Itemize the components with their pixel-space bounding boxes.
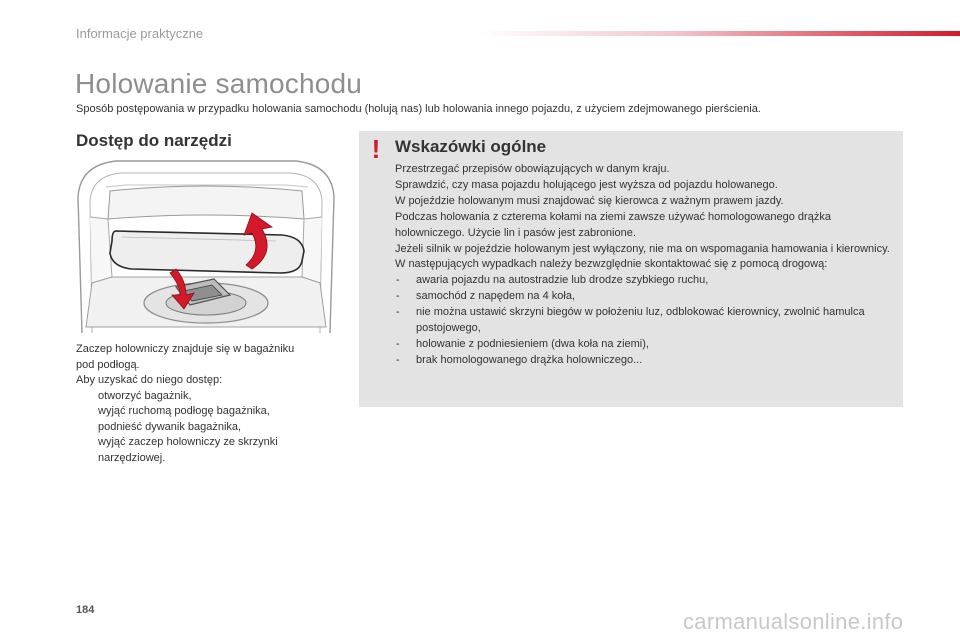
access-heading: Dostęp do narzędzi — [76, 131, 232, 150]
warning-body — [395, 162, 890, 369]
access-step: wyjąć ruchomą podłogę bagażnika, — [98, 405, 270, 417]
access-step: otworzyć bagażnik, — [98, 389, 192, 402]
warning-line: Jeżeli silnik w pojeździe holowanym jest wyłączony, nie ma on wspomagania hamowania i kierownicy. — [395, 242, 890, 255]
access-line: Zaczep holowniczy znajduje się w bagażniku — [76, 343, 295, 355]
warning-line: Sprawdzić, czy masa pojazdu holującego jest wyższa od pojazdu holowanego. — [395, 178, 778, 191]
warning-icon: ! — [371, 134, 381, 164]
access-body — [76, 342, 338, 466]
warning-list — [395, 273, 890, 368]
warning-line: W pojeździe holowanym musi znajdować się kierowca z ważnym prawem jazdy. — [395, 194, 784, 207]
warning-line: Przestrzegać przepisów obowiązujących w danym kraju. — [395, 163, 670, 175]
warning-item: - brak homologowanego drążka holowniczego... — [395, 353, 890, 369]
page-number: 184 — [76, 604, 95, 616]
dash-icon: - — [396, 337, 400, 350]
page-title: Holowanie samochodu — [75, 68, 363, 99]
dash-icon: - — [396, 306, 400, 319]
watermark: carmanualsonline.info — [683, 609, 904, 634]
access-line: pod podłogą. — [76, 358, 140, 371]
header-accent-bar — [478, 31, 960, 36]
access-step: podnieść dywanik bagażnika, — [98, 420, 242, 433]
dash-icon: - — [396, 290, 400, 303]
warning-item: - awaria pojazdu na autostradzie lub drodze szybkiego ruchu, — [395, 273, 890, 289]
warning-heading: Wskazówki ogólne — [395, 137, 547, 156]
warning-item: - nie można ustawić skrzyni biegów w położeniu luz, odblokować kierownicy, zwolnić hamulca postojowego, — [396, 306, 865, 335]
access-line: Aby uzyskać do niego dostęp: — [76, 374, 223, 386]
dash-icon: - — [396, 353, 400, 366]
intro-text: Sposób postępowania w przypadku holowania samochodu (holują nas) lub holowania innego pojazdu, z użyciem zdejmowanego pierścienia. — [76, 103, 761, 115]
section-header: Informacje praktyczne — [76, 26, 204, 41]
warning-item: - samochód z napędem na 4 koła, — [395, 289, 890, 305]
warning-line: W następujących wypadkach należy bezwzględnie skontaktować się z pomocą drogową: — [395, 258, 828, 271]
dash-icon: - — [396, 274, 400, 287]
access-step: wyjąć zaczep holowniczy ze skrzynki narzędziowej. — [98, 436, 278, 464]
access-steps — [76, 389, 338, 467]
warning-item: - holowanie z podniesieniem (dwa koła na ziemi), — [395, 337, 890, 353]
warning-line: Podczas holowania z czterema kołami na ziemi zawsze używać homologowanego drążka holowniczego. Użycie lin i pasów jest zabronione. — [395, 210, 831, 239]
trunk-illustration — [76, 157, 336, 335]
